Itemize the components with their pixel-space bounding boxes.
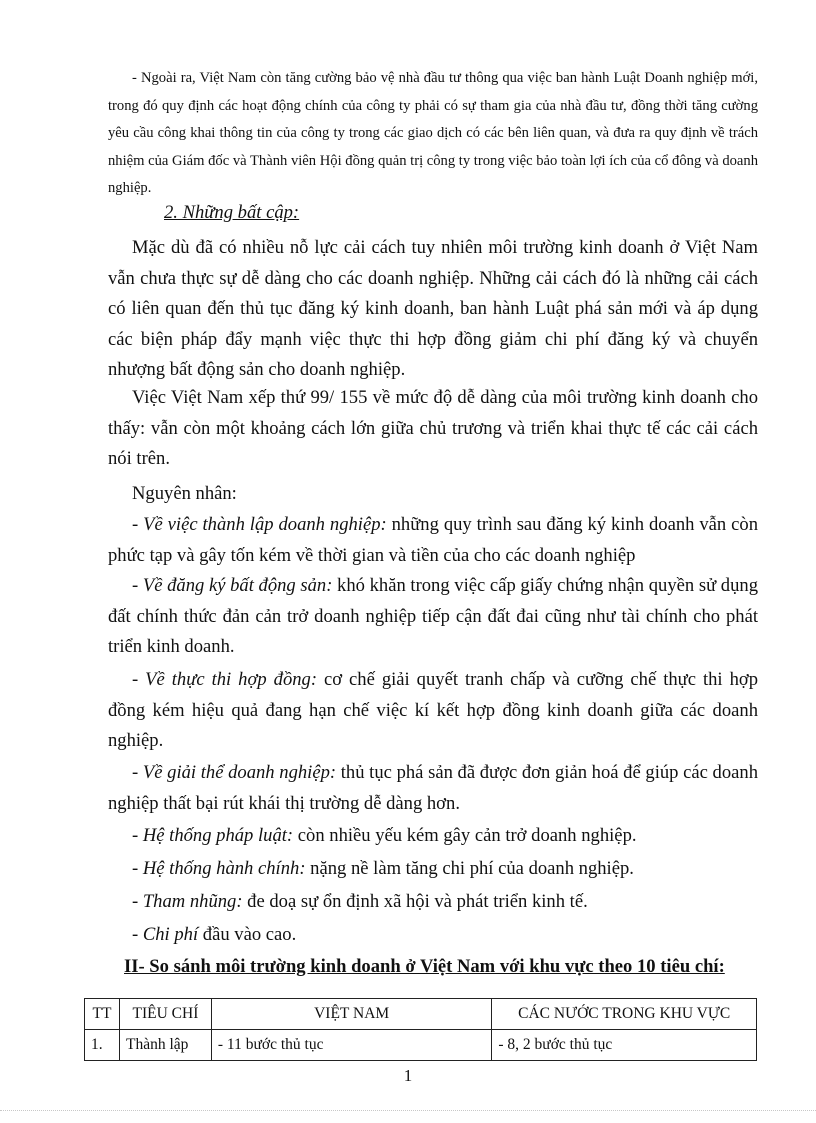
cause-text: cơ chế giải quyết tranh chấp và cưỡng chế thực thi hợp đồng kém hiệu quả đang hạn chế việc kí kết hợp đồng kinh doanh giữa các doanh nghiệp. bbox=[108, 669, 758, 751]
cause-item bbox=[108, 920, 758, 951]
cause-item bbox=[108, 758, 758, 819]
cause-item bbox=[108, 665, 758, 757]
cause-text: khó khăn trong việc cấp giấy chứng nhận quyền sử dụng đất chính thức đản cản trở doanh nghiệp tiếp cận đất đai cũng như tài chính cho phát triển kinh doanh. bbox=[108, 575, 758, 657]
table-header-cell: TT bbox=[85, 999, 120, 1030]
intro-paragraph: - Ngoài ra, Việt Nam còn tăng cường bảo vệ nhà đầu tư thông qua việc ban hành Luật Doanh nghiệp mới, trong đó quy định các hoạt động chính của công ty phải có sự tham gia của nhà đầu tư, đồng thời tăng cường yêu cầu công khai thông tin của công ty trong các giao dịch có các bên liên quan, và đưa ra quy định về trách nhiệm của Giám đốc và Thành viên Hội đồng quản trị công ty trong việc bảo toàn lợi ích của cổ đông và doanh nghiệp. bbox=[108, 70, 758, 196]
table-row bbox=[85, 1030, 757, 1061]
table-cell: Thành lập bbox=[119, 1030, 211, 1061]
section-2-heading: 2. Những bất cập: bbox=[164, 202, 300, 223]
table-header-cell: VIỆT NAM bbox=[211, 999, 492, 1030]
page-number: 1 bbox=[403, 1066, 413, 1085]
cause-term: - Về thực thi hợp đồng: bbox=[132, 669, 318, 690]
table-cell: - 8, 2 bước thủ tục bbox=[492, 1030, 757, 1061]
cause-text: đầu vào cao. bbox=[198, 924, 297, 945]
cause-item bbox=[108, 571, 758, 663]
cause-term: - Hệ thống hành chính: bbox=[132, 858, 306, 879]
cause-term: - Chi phí bbox=[132, 924, 199, 945]
causes-label: Nguyên nhân: bbox=[132, 483, 237, 504]
table-cell: 1. bbox=[85, 1030, 120, 1061]
paragraph-ranking: Việc Việt Nam xếp thứ 99/ 155 về mức độ dễ dàng của môi trường kinh doanh cho thấy: vẫn còn một khoảng cách lớn giữa chủ trương và triển khai thực tế các cải cách nói trên. bbox=[108, 387, 758, 469]
cause-term: - Về việc thành lập doanh nghiệp: bbox=[132, 514, 387, 535]
cause-text: còn nhiều yếu kém gây cản trở doanh nghiệp. bbox=[293, 825, 637, 846]
cause-item bbox=[108, 821, 758, 852]
comparison-table bbox=[84, 998, 757, 1061]
cause-term: - Tham nhũng: bbox=[132, 891, 243, 912]
paragraph-reforms: Mặc dù đã có nhiều nỗ lực cải cách tuy nhiên môi trường kinh doanh ở Việt Nam vẫn chưa thực sự dễ dàng cho các doanh nghiệp. Những cải cách đó là những cải cách có liên quan đến thủ tục đăng ký kinh doanh, ban hành Luật phá sản mới và áp dụng các biện pháp đẩy mạnh việc thực thi hợp đồng giảm chi phí đăng ký và chuyển nhượng bất động sản cho doanh nghiệp. bbox=[108, 237, 758, 380]
cause-term: - Hệ thống pháp luật: bbox=[132, 825, 294, 846]
cause-text: những quy trình sau đăng ký kinh doanh vẫn còn phức tạp và gây tốn kém về thời gian và tiền của cho các doanh nghiệp bbox=[108, 514, 758, 566]
cause-item bbox=[108, 887, 758, 918]
cause-item bbox=[108, 854, 758, 885]
table-header-row bbox=[85, 999, 757, 1030]
page-bottom-divider bbox=[0, 1110, 816, 1111]
cause-term: - Về giải thể doanh nghiệp: bbox=[132, 762, 337, 783]
cause-text: nặng nề làm tăng chi phí của doanh nghiệp. bbox=[305, 858, 634, 879]
table-cell: - 11 bước thủ tục bbox=[211, 1030, 492, 1061]
table-header-cell: CÁC NƯỚC TRONG KHU VỰC bbox=[492, 999, 757, 1030]
cause-text: đe doạ sự ổn định xã hội và phát triển kinh tế. bbox=[242, 891, 588, 912]
section-II-heading: II- So sánh môi trường kinh doanh ở Việt Nam với khu vực theo 10 tiêu chí: bbox=[124, 956, 725, 977]
cause-text: thủ tục phá sản đã được đơn giản hoá để giúp các doanh nghiệp thất bại rút khái thị trường dễ dàng hơn. bbox=[108, 762, 758, 814]
table-header-cell: TIÊU CHÍ bbox=[119, 999, 211, 1030]
cause-term: - Về đăng ký bất động sản: bbox=[132, 575, 333, 596]
cause-item bbox=[108, 510, 758, 571]
